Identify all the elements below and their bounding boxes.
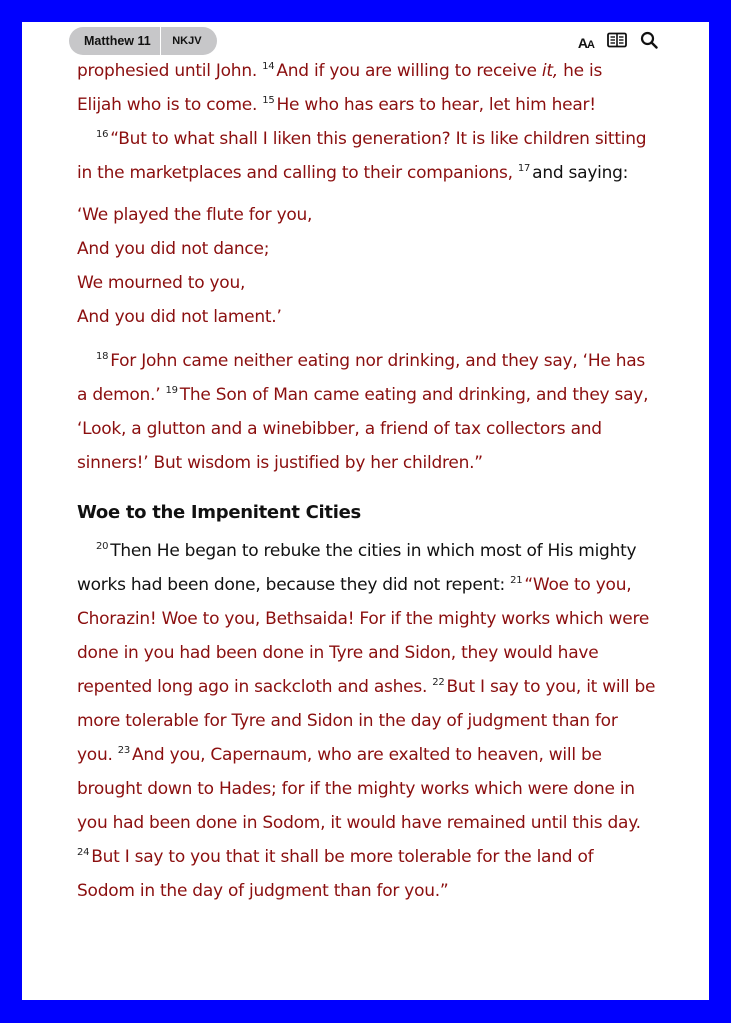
passage-selector xyxy=(69,27,217,55)
text-line: ‘Look, a glutton and a winebibber, a friend of tax collectors and xyxy=(77,419,602,439)
verse-number: 23 xyxy=(117,745,131,757)
poem-line: We mourned to you, xyxy=(77,273,246,293)
font-size-icon[interactable]: AA xyxy=(577,34,594,51)
poem-line: And you did not lament.’ xyxy=(77,307,282,327)
text-line: brought down to Hades; for if the mighty works which were done in xyxy=(77,779,635,799)
verse-number: 17 xyxy=(517,163,531,175)
verse-number: 22 xyxy=(432,677,445,689)
text-line: sinners!’ But wisdom is justified by her children.” xyxy=(77,453,483,473)
text-line: done in you had been done in Tyre and Sidon, they would have xyxy=(77,643,599,663)
text-line: $^{20}$ Then He began to rebuke the cities in which most of His mighty xyxy=(96,541,637,561)
top-bar xyxy=(22,22,709,60)
text-line: you had been done in Sodom, it would have remained until this day. xyxy=(77,813,641,833)
text-line: $^{16}$ “But to what shall I liken this generation? It is like children sitting xyxy=(96,129,647,149)
text-line: in the marketplaces and calling to their companions, $^{17}$ and saying: xyxy=(77,163,629,183)
verse-number: 16 xyxy=(96,129,109,141)
poem-line: ‘We played the flute for you, xyxy=(77,205,313,225)
poem-line: And you did not dance; xyxy=(77,239,270,259)
toolbar xyxy=(578,31,658,54)
verse-number: 15 xyxy=(262,95,275,107)
book-chapter-button[interactable]: Matthew 11 xyxy=(84,34,151,48)
book-reader-icon[interactable] xyxy=(607,32,627,53)
section-heading: Woe to the Impenitent Cities xyxy=(77,502,361,523)
text-line: prophesied until John. $^{14}$ And if you are willing to receive it, he is xyxy=(77,61,603,81)
version-button[interactable]: NKJV xyxy=(172,35,202,47)
verse-number: 21 xyxy=(510,575,523,587)
scripture-text xyxy=(77,54,677,908)
verse-number: 19 xyxy=(165,385,178,397)
search-icon[interactable] xyxy=(640,31,658,54)
text-line: $^{18}$ For John came neither eating nor drinking, and they say, ‘He has xyxy=(96,351,646,371)
reader-screen xyxy=(22,22,709,1000)
text-line: repented long ago in sackcloth and ashes. $^{22}$ But I say to you, it will be xyxy=(77,677,656,697)
text-line: more tolerable for Tyre and Sidon in the day of judgment than for xyxy=(77,711,618,731)
text-line: a demon.’ $^{19}$ The Son of Man came eating and drinking, and they say, xyxy=(77,385,649,405)
text-line: Chorazin! Woe to you, Bethsaida! For if the mighty works which were xyxy=(77,609,650,629)
text-line: $^{24}$ But I say to you that it shall be more tolerable for the land of xyxy=(77,847,594,867)
text-line: Sodom in the day of judgment than for you.” xyxy=(77,881,449,901)
verse-number: 14 xyxy=(262,61,275,73)
text-line: works had been done, because they did not repent: $^{21}$ “Woe to you, xyxy=(77,575,632,595)
text-line: you. $^{23}$ And you, Capernaum, who are exalted to heaven, will be xyxy=(77,745,602,765)
verse-number: 24 xyxy=(77,847,90,859)
verse-number: 20 xyxy=(96,541,109,553)
text-line: Elijah who is to come. $^{15}$ He who has ears to hear, let him hear! xyxy=(77,95,596,115)
verse-number: 18 xyxy=(96,351,109,363)
